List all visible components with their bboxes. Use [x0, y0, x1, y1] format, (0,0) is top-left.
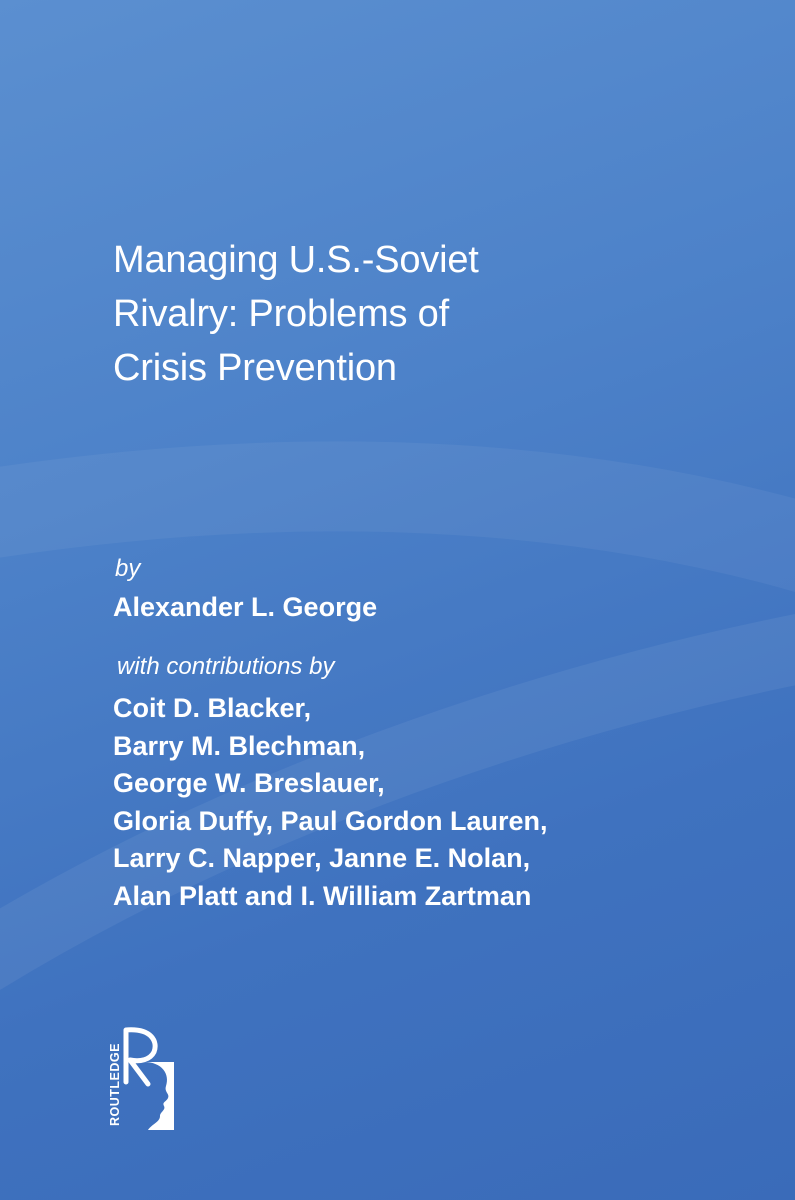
by-label: by: [115, 555, 141, 582]
title-line-1: Managing U.S.-Soviet: [113, 239, 479, 281]
contributions-label: with contributions by: [117, 653, 335, 680]
author-name: Alexander L. George: [113, 592, 378, 622]
publisher-name: ROUTLEDGE: [108, 1043, 122, 1126]
contributor-line: Coit D. Blacker,: [113, 693, 312, 723]
contributor-line: George W. Breslauer,: [113, 768, 385, 798]
contributor-line: Larry C. Napper, Janne E. Nolan,: [113, 843, 531, 873]
title-line-3: Crisis Prevention: [113, 347, 397, 389]
contributor-line: Barry M. Blechman,: [113, 730, 366, 761]
contributor-line: Alan Platt and I. William Zartman: [113, 880, 532, 911]
contributor-line: Gloria Duffy, Paul Gordon Lauren,: [113, 805, 548, 836]
contributors-list: [113, 690, 773, 915]
book-title: [113, 233, 753, 395]
title-line-2: Rivalry: Problems of: [113, 293, 449, 335]
